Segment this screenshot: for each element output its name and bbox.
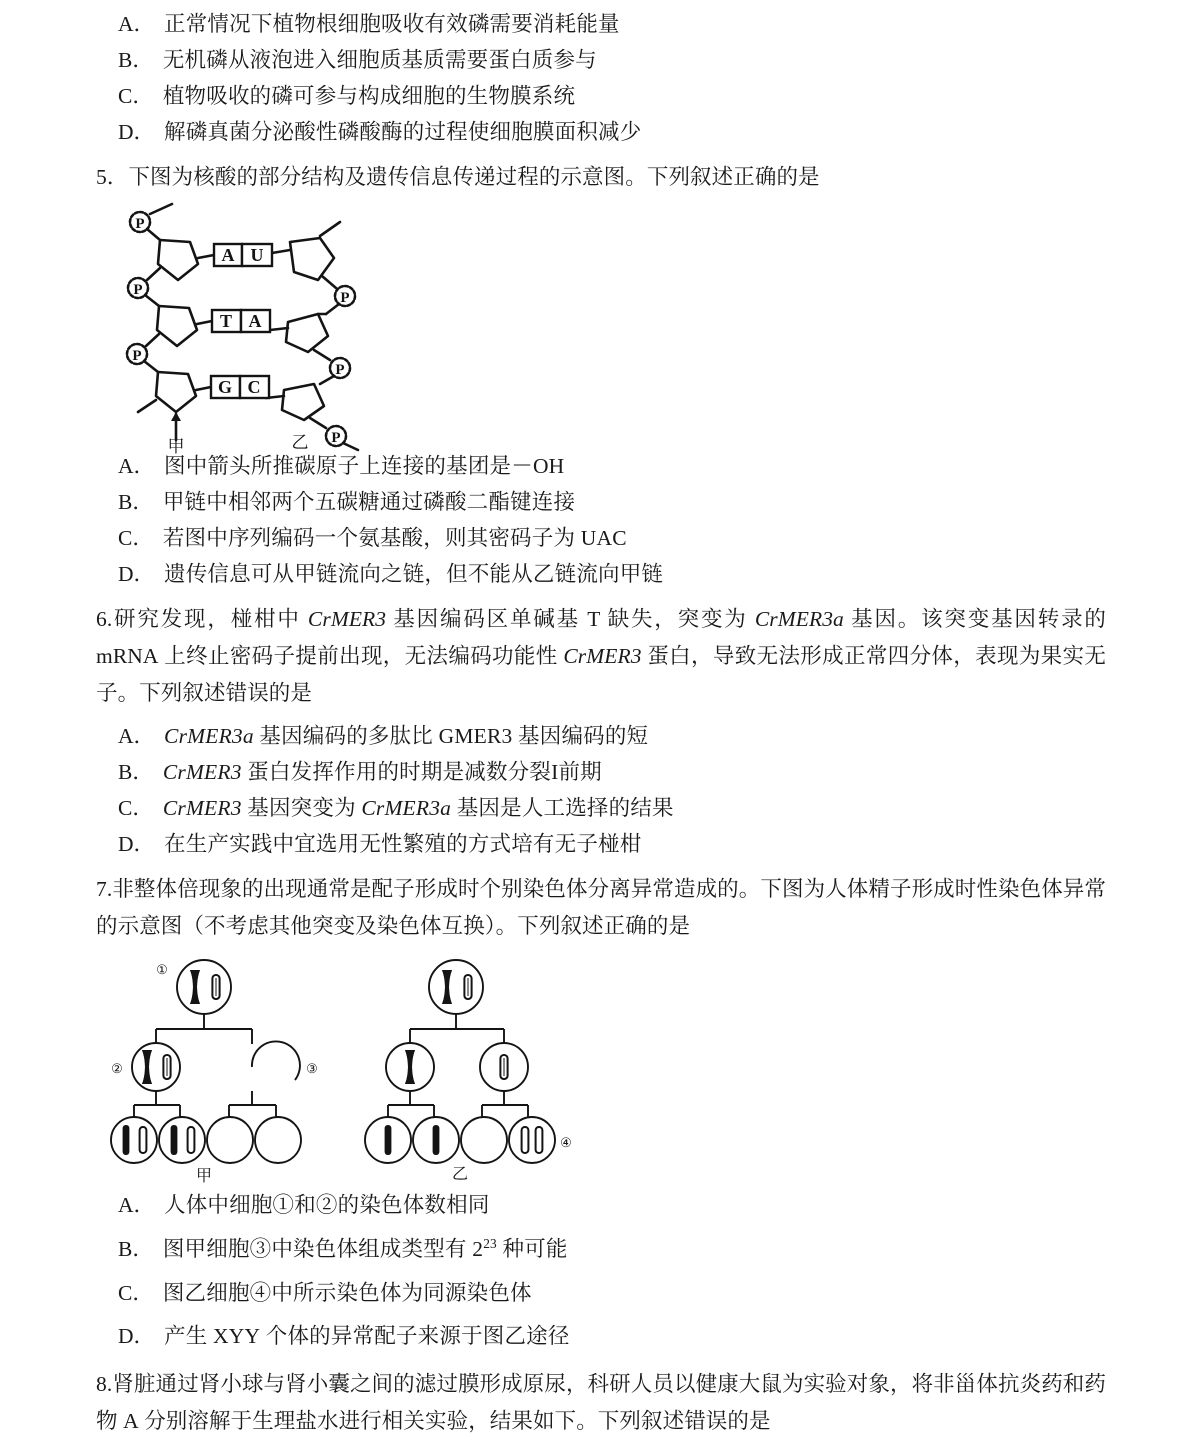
option-text-latin: OH [532,454,565,478]
question-stem-text: 下图为核酸的部分结构及遗传信息传递过程的示意图。下列叙述正确的是 [128,165,820,189]
option-text: 若图中序列编码一个氨基酸，则其密码子为 [162,526,581,550]
option-text: 甲链中相邻两个五碳糖通过磷酸二酯键连接 [162,490,576,514]
cell-marker-1: ① [156,962,168,977]
option-label: B． [118,760,154,784]
option-label: B． [118,1237,154,1261]
question-number: 6. [96,607,113,631]
option-label: D． [118,1324,156,1348]
spermatogenesis-figure [96,945,1106,1183]
option-item [118,826,1106,862]
svg-text:G: G [217,377,233,397]
question-7-options [96,1183,1106,1357]
chromosome-set-yi-gc2 [433,1125,440,1155]
question-4-options [96,6,1106,150]
question-8-stem [96,1366,1106,1440]
question-number: 7. [96,877,113,901]
strand-label-right: 乙 [291,433,309,452]
option-item [118,556,1106,592]
cell-marker-4: ④ [560,1135,572,1150]
option-text: 在生产实践中宜选用无性繁殖的方式培有无子椪柑 [164,832,642,856]
question-5-options [96,448,1106,592]
question-8 [96,1366,1106,1440]
option-label: D． [118,832,156,856]
chromosome-set-yi-gc1 [385,1125,392,1155]
option-text: 无机磷从液泡进入细胞质基质需要蛋白质参与 [162,48,597,72]
option-text: 人体中细胞①和②的染色体数相同 [164,1193,490,1217]
question-stem-rich: 肾脏通过肾小球与肾小囊之间的滤过膜形成原尿，科研人员以健康大鼠为实验对象，将非甾体抗炎药和药物 A 分别溶解于生理盐水进行相关实验，结果如下。下列叙述错误的是 [96,1372,1106,1433]
question-stem-rich: 研究发现，椪柑中 CrMER3 基因编码区单碱基 T 缺失，突变为 CrMER3a 基因。该突变基因转录的 mRNA 上终止密码子提前出现，无法编码功能性 CrMER3 蛋白，导致无法形成正常四分体，表现为果实无子。下列叙述错误的是 [96,607,1106,705]
option-item [118,1271,1106,1315]
option-item [118,754,1106,790]
base-pair-g-c [211,376,269,398]
option-text: CrMER3 蛋白发挥作用的时期是减数分裂I前期 [162,760,602,784]
phosphate-label: P [331,430,341,446]
svg-text:T: T [219,311,233,331]
option-item [118,114,1106,150]
option-label: D． [118,562,156,586]
option-item [118,1227,1106,1271]
option-text: CrMER3 基因突变为 CrMER3a 基因是人工选择的结果 [162,796,674,820]
option-text: 正常情况下植物根细胞吸收有效磷需要消耗能量 [164,12,620,36]
question-stem-text: 非整体倍现象的出现通常是配子形成时个别染色体分离异常造成的。下图为人体精子形成时性染色体异常的示意图（不考虑其他突变及染色体互换）。下列叙述正确的是 [96,877,1106,938]
question-6-stem [96,601,1106,712]
option-label: C． [118,796,154,820]
nucleic-acid-structure-figure [96,196,1106,456]
option-text: 植物吸收的磷可参与构成细胞的生物膜系统 [162,84,576,108]
option-text-latin: UAC [580,526,627,550]
svg-text:U: U [250,245,264,265]
question-6 [96,601,1106,862]
question-6-options [96,718,1106,862]
phosphate-label: P [132,348,142,364]
tree-label-jia: 甲 [195,1168,213,1185]
option-label: A． [118,1193,156,1217]
chromosome-set-yi-daughter-right [500,1055,507,1079]
base-pair-a-u [214,244,272,266]
option-text: 解磷真菌分泌酸性磷酸酶的过程使细胞膜面积减少 [164,120,642,144]
page-content [96,6,1106,1440]
option-text: 图甲细胞③中染色体组成类型有 $2^{23}$ 种可能 [162,1235,568,1261]
strand-label-left: 甲 [167,437,185,456]
option-item [118,448,1106,484]
option-label: A． [118,12,156,36]
option-label: C． [118,526,154,550]
option-label: D． [118,120,156,144]
question-7-stem [96,871,1106,945]
option-item [118,520,1106,556]
option-label: A． [118,454,156,478]
svg-text:A: A [248,311,262,331]
option-item [118,1315,1106,1357]
option-item [118,42,1106,78]
option-text: 图中箭头所推碳原子上连接的基团是－ [164,454,533,478]
svg-text:A: A [221,245,235,265]
cell-marker-2: ② [111,1061,123,1076]
question-7 [96,871,1106,1357]
option-label: C． [118,1281,154,1305]
svg-text:C: C [247,377,261,397]
option-item [118,790,1106,826]
cell-marker-3: ③ [306,1061,318,1076]
question-number: 8. [96,1372,113,1396]
phosphate-label: P [133,282,143,298]
tree-label-yi: 乙 [451,1166,469,1183]
option-text: 遗传信息可从甲链流向之链，但不能从乙链流向甲链 [164,562,664,586]
option-item [118,1183,1106,1227]
phosphate-label: P [335,362,345,378]
question-number: 5． [96,165,129,189]
option-text: 图乙细胞④中所示染色体为同源染色体 [162,1281,532,1305]
phosphate-label: P [340,290,350,306]
base-pair-t-a [212,310,270,332]
option-label: B． [118,48,154,72]
option-label: B． [118,490,154,514]
phosphate-label: P [135,216,145,232]
option-item [118,6,1106,42]
option-item [118,78,1106,114]
option-text: 产生 XYY 个体的异常配子来源于图乙途径 [164,1324,570,1348]
option-item [118,718,1106,754]
question-5-stem [96,159,1106,196]
option-label: C． [118,84,154,108]
option-item [118,484,1106,520]
option-label: A． [118,724,156,748]
question-5 [96,159,1106,592]
option-text: CrMER3a 基因编码的多肽比 GMER3 基因编码的短 [164,724,649,748]
